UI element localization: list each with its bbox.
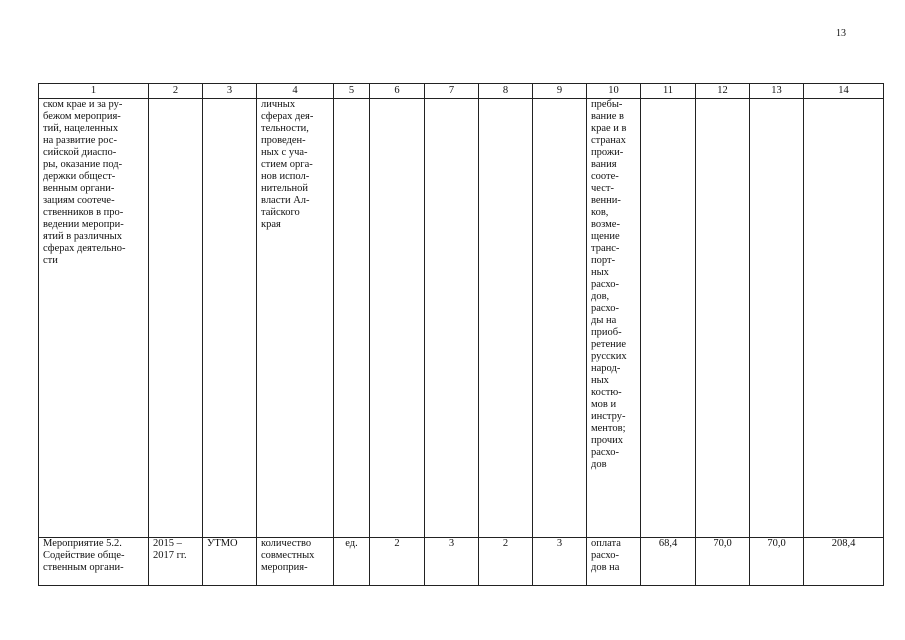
header-cell-6: 6 [370,84,425,99]
header-cell-9: 9 [533,84,587,99]
table-row [39,538,884,586]
cell-text: Мероприятие 5.2. Содействие обще- ственным органи- [43,538,125,573]
page-number: 13 [836,28,846,39]
table-cell [750,99,804,538]
cell-text: 2015 – 2017 гг. [153,538,187,561]
table-cell [533,99,587,538]
cell-text: оплата расхо- дов на [591,538,621,573]
header-cell-2: 2 [149,84,203,99]
cell-text: 2 [502,538,509,549]
header-cell-3: 3 [203,84,257,99]
cell-text: количество совместных мероприя- [261,538,315,573]
table-cell [370,538,425,586]
cell-text: 3 [556,538,563,549]
table-cell [804,99,884,538]
cell-text: личных сферах дея- тельности, проведен- ных с уча- стием орга- нов испол- нительной власти Ал- тайского края [261,99,314,230]
table-cell [334,538,370,586]
cell-text: 70,0 [767,538,786,549]
table-cell [641,538,696,586]
header-cell-5: 5 [334,84,370,99]
cell-text: 3 [448,538,455,549]
header-cell-1: 1 [39,84,149,99]
cell-text: 2 [394,538,400,549]
table-cell [370,99,425,538]
header-cell-12: 12 [696,84,750,99]
table-cell [804,538,884,586]
header-cell-7: 7 [425,84,479,99]
table-cell [641,99,696,538]
cell-text: ском крае и за ру- бежом мероприя- тий, нацеленных на развитие рос- сийской диаспо- ры, оказание под- держки общест- венным органи- зациям соотече- ственников в про- ведении меропри- ятий в различных сферах деятельно- сти [43,99,126,266]
table-cell [425,99,479,538]
table-cell [696,538,750,586]
header-row [39,84,884,99]
table-cell [39,538,149,586]
table-cell [533,538,587,586]
table-cell [425,538,479,586]
header-cell-8: 8 [479,84,533,99]
table-cell [257,538,334,586]
table-cell [39,99,149,538]
table-cell [203,538,257,586]
header-cell-14: 14 [804,84,884,99]
table-cell [479,99,533,538]
table-cell [587,99,641,538]
table-cell [587,538,641,586]
table-cell [696,99,750,538]
cell-text: УТМО [207,538,238,549]
table-cell [479,538,533,586]
cell-text: 68,4 [658,538,678,549]
header-cell-11: 11 [641,84,696,99]
cell-text: 70,0 [713,538,732,549]
table-cell [203,99,257,538]
table-row [39,99,884,538]
cell-text: ед. [345,538,358,549]
table-cell [149,538,203,586]
data-table [38,83,884,586]
table-cell [334,99,370,538]
header-cell-10: 10 [587,84,641,99]
table-cell [149,99,203,538]
header-cell-13: 13 [750,84,804,99]
cell-text: пребы- вание в крае и в странах прожи- вания сооте- чест- венни- ков, возме- щение транс- порт- ных расхо- дов, расхо- ды на приоб- ретение русских народ- ных костю- мов и инстру- ментов; прочих расхо- дов [591,99,627,470]
table-cell [750,538,804,586]
cell-text: 208,4 [831,538,856,549]
table-cell [257,99,334,538]
header-cell-4: 4 [257,84,334,99]
